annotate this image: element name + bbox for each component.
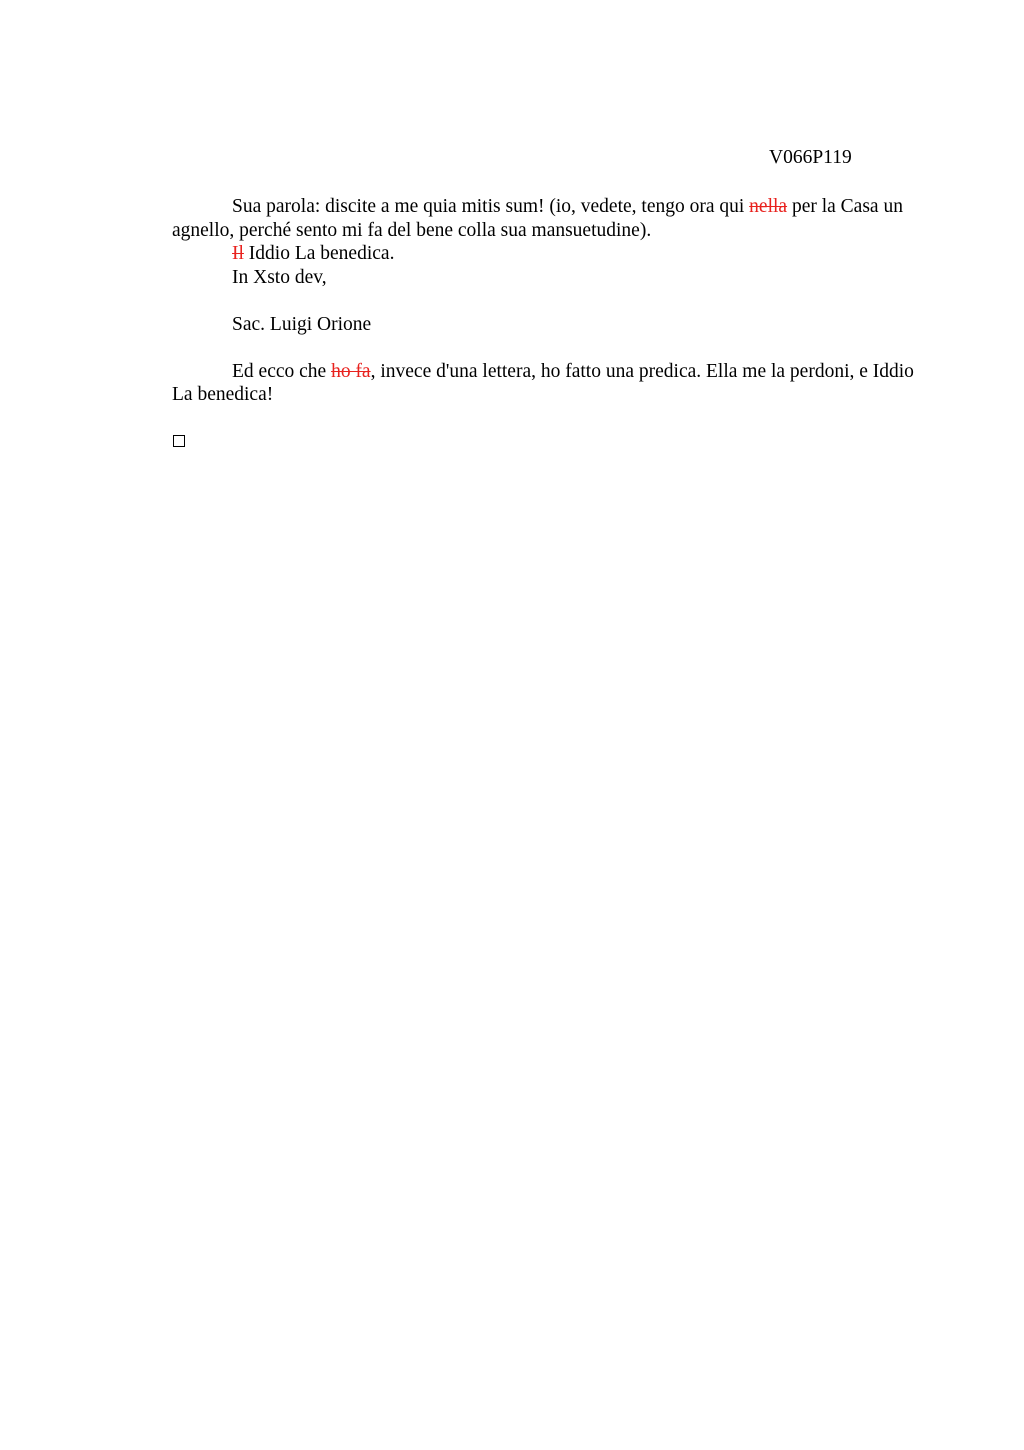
letter-body (172, 195, 927, 407)
closing-line: In Xsto dev, (232, 266, 327, 288)
paragraph-blessing-text: Iddio La benedica. (243, 243, 395, 264)
page-reference: V066P119 (769, 147, 852, 168)
deleted-word-il: Il (232, 243, 244, 264)
paragraph-postscript (172, 360, 927, 407)
paragraph-discite (172, 195, 927, 242)
postscript-text-b: , invece d'una lettera, ho fatto una predica. Ella me la perdoni, e Iddio La benedica! (172, 360, 914, 405)
paragraph-blessing (172, 242, 927, 266)
paragraph-discite-text-a: Sua parola: discite a me quia mitis sum! (io, vedete, tengo ora qui (232, 196, 750, 217)
end-marker-box-icon (173, 435, 185, 447)
deleted-words-ho-fa: ho fa (331, 360, 371, 382)
postscript-text-a: Ed ecco che (232, 360, 332, 382)
paragraph-discite-text-b: per la Casa un agnello, perché sento mi fa del bene colla sua mansuetudine). (172, 196, 903, 241)
deleted-word-nella: nella (749, 196, 788, 217)
spacer (172, 336, 927, 360)
signature: Sac. Luigi Orione (232, 313, 372, 335)
spacer (172, 289, 927, 313)
